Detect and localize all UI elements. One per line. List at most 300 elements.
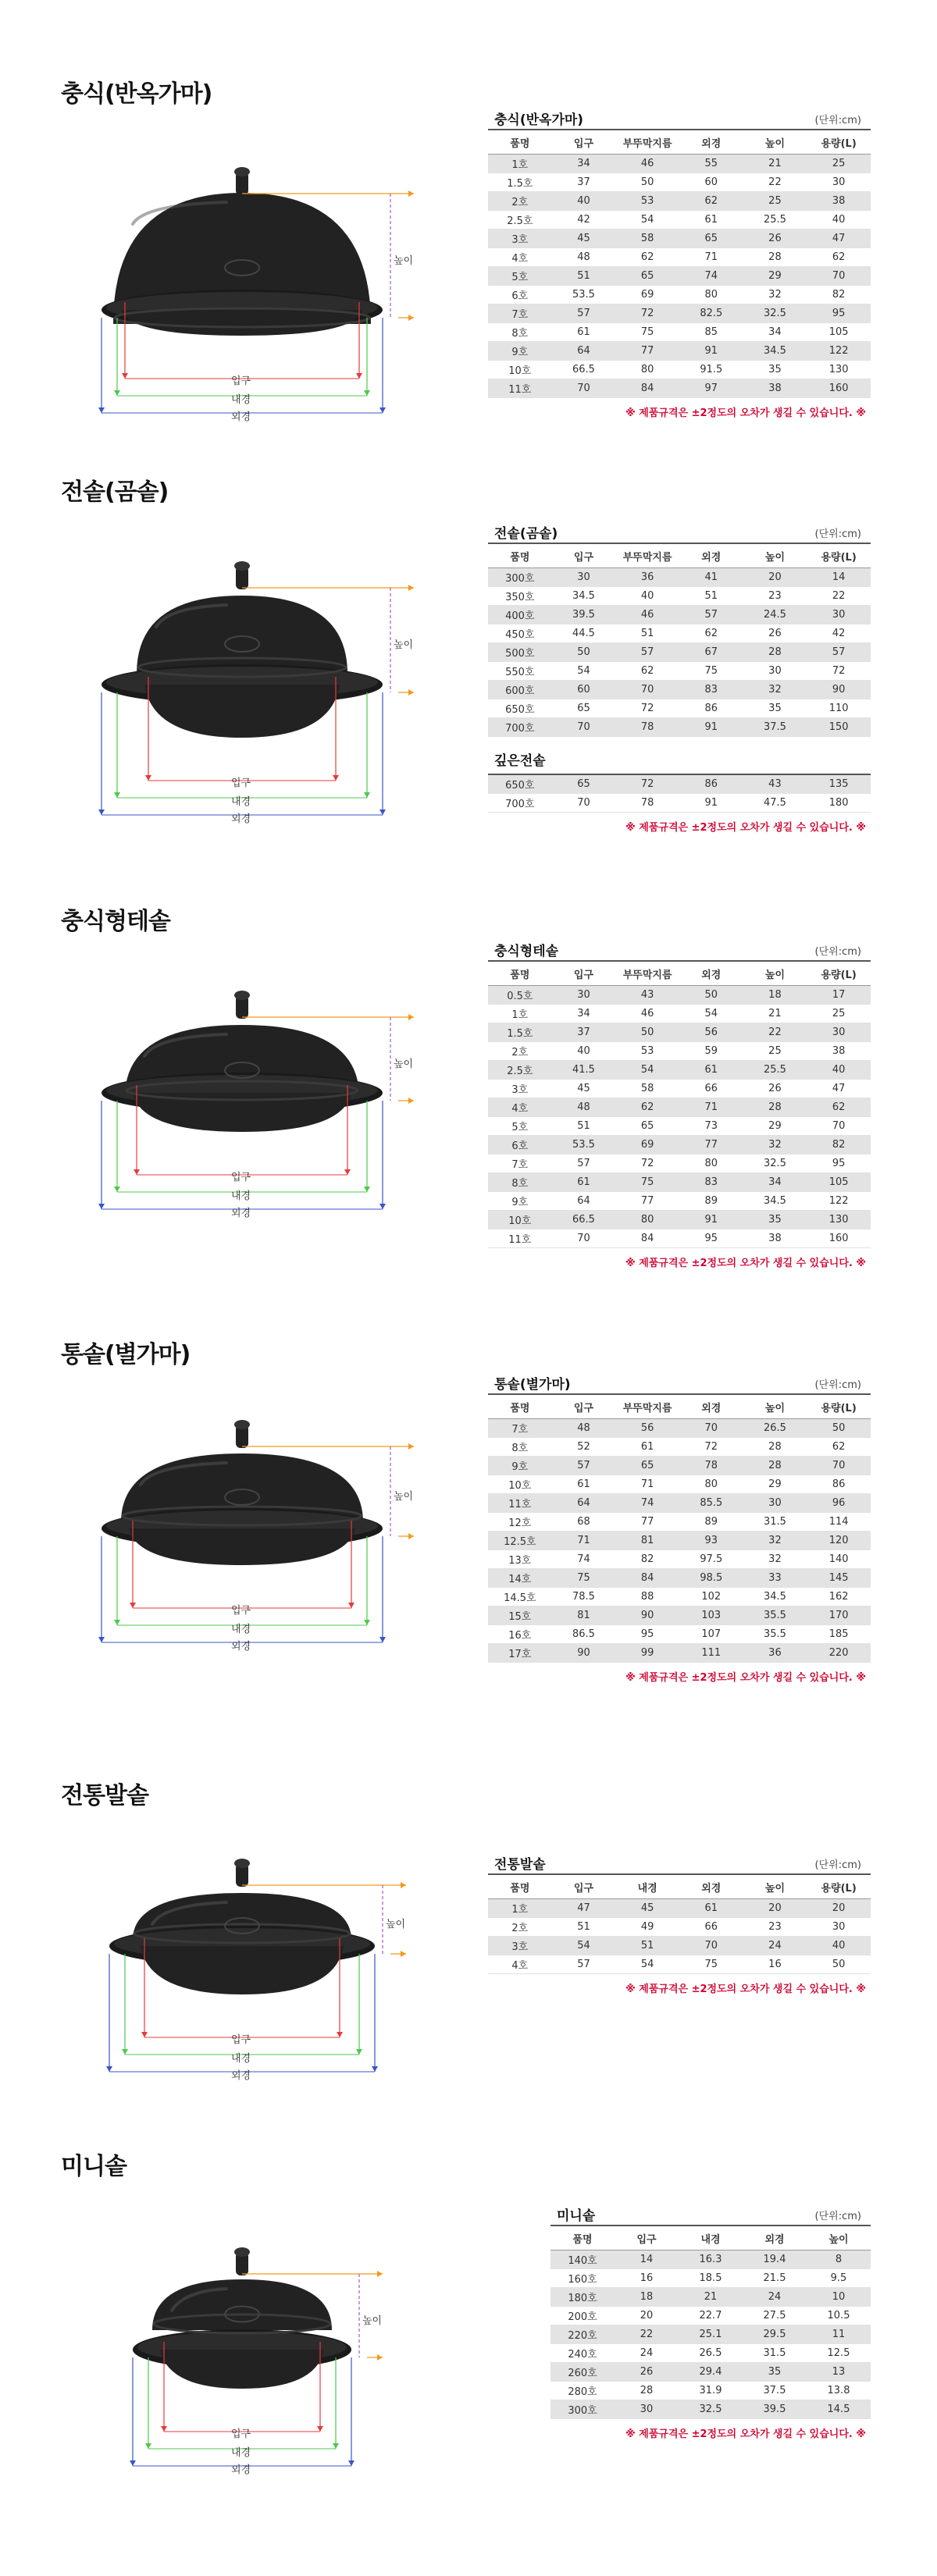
table-cell: 75 — [679, 662, 743, 681]
table-cell: 47.5 — [743, 794, 807, 813]
table-cell: 86.5 — [552, 1625, 616, 1644]
table-row — [488, 1438, 871, 1457]
table-cell: 66 — [679, 1080, 743, 1098]
table-cell: 29.4 — [679, 2363, 743, 2382]
column-header: 품명 — [488, 543, 552, 568]
table-cell: 74 — [552, 1550, 616, 1569]
outer-line-left — [98, 1101, 105, 1209]
table-cell: 31.5 — [743, 2344, 807, 2363]
outer-label: 외경 — [231, 411, 251, 423]
table-row — [488, 1173, 871, 1192]
table-cell: 47 — [807, 1080, 871, 1098]
table-cell: 16호 — [488, 1625, 552, 1644]
table-row — [488, 699, 871, 718]
table-header-bar — [488, 1370, 871, 1393]
pot-illustration — [102, 167, 383, 336]
unit-label: (단위:cm) — [814, 115, 861, 126]
table-cell: 64 — [552, 1192, 616, 1211]
table-cell: 6호 — [488, 1136, 552, 1155]
table-cell: 65 — [615, 1457, 679, 1475]
table-row — [488, 1080, 871, 1098]
rim-guide-line — [398, 315, 414, 321]
table-cell: 29 — [743, 267, 807, 286]
outer-line-left — [98, 1536, 105, 1642]
table-row — [488, 643, 871, 662]
table-cell: 81 — [615, 1532, 679, 1550]
column-header: 외경 — [679, 961, 743, 986]
table-cell: 3호 — [488, 1937, 552, 1955]
outer-line-left — [130, 2357, 136, 2466]
table-cell: 82 — [807, 286, 871, 304]
spec-sub-table — [488, 774, 871, 813]
table-header-bar — [488, 937, 871, 960]
table-cell: 180호 — [550, 2288, 615, 2307]
table-row — [488, 211, 871, 229]
table-cell: 23 — [743, 1918, 807, 1937]
table-cell: 24 — [615, 2344, 679, 2363]
table-cell: 57 — [552, 1955, 616, 1974]
table-cell: 122 — [807, 1192, 871, 1211]
table-cell: 58 — [615, 229, 679, 248]
column-header: 높이 — [743, 961, 807, 986]
table-cell: 10.5 — [807, 2307, 871, 2325]
table-cell: 78 — [679, 1457, 743, 1475]
spec-table-block — [488, 937, 871, 1269]
table-cell: 21.5 — [743, 2269, 807, 2288]
table-cell: 80 — [679, 286, 743, 304]
table-cell: 7호 — [488, 1419, 552, 1438]
table-cell: 21 — [743, 155, 807, 173]
table-cell: 80 — [615, 1211, 679, 1229]
outer-line-right — [379, 318, 386, 413]
table-cell: 91 — [679, 1211, 743, 1229]
table-row — [550, 2400, 871, 2419]
table-cell: 61 — [679, 211, 743, 229]
table-cell: 300호 — [488, 568, 552, 587]
table-cell: 70 — [807, 1117, 871, 1136]
table-cell: 600호 — [488, 681, 552, 699]
table-cell: 20 — [807, 1899, 871, 1918]
inner-line-right — [364, 1101, 370, 1192]
table-row — [550, 2250, 871, 2269]
table-cell: 21 — [743, 1005, 807, 1023]
table-row — [488, 587, 871, 606]
table-cell: 4호 — [488, 248, 552, 267]
table-cell: 71 — [679, 1098, 743, 1117]
column-header: 용량(L) — [807, 1874, 871, 1899]
inner-line-left — [114, 1101, 120, 1192]
table-row — [488, 1098, 871, 1117]
table-cell: 45 — [552, 229, 616, 248]
inner-line-right — [364, 692, 370, 798]
pot-diagram — [70, 503, 445, 878]
table-row — [488, 361, 871, 379]
pot-illustration — [109, 1859, 375, 1994]
table-cell: 96 — [807, 1494, 871, 1513]
table-cell: 77 — [615, 342, 679, 361]
table-cell: 650호 — [488, 774, 552, 794]
table-cell: 35 — [743, 1211, 807, 1229]
table-cell: 70 — [552, 379, 616, 398]
table-cell: 97 — [679, 379, 743, 398]
table-cell: 5호 — [488, 267, 552, 286]
table-cell: 56 — [615, 1419, 679, 1438]
table-cell: 25 — [807, 155, 871, 173]
table-row — [488, 624, 871, 643]
table-cell: 54 — [615, 1061, 679, 1080]
rim-guide-line — [398, 1098, 414, 1104]
spec-table-block — [488, 105, 871, 419]
table-row — [550, 2325, 871, 2344]
table-row — [488, 379, 871, 398]
table-cell: 26 — [743, 1080, 807, 1098]
table-header-row — [488, 1394, 871, 1419]
table-cell: 13 — [807, 2363, 871, 2382]
table-cell: 16 — [743, 1955, 807, 1974]
inner-line-left — [122, 1954, 128, 2055]
outer-label: 외경 — [231, 2070, 251, 2082]
table-cell: 50 — [615, 173, 679, 192]
table-cell: 86 — [679, 699, 743, 718]
top-guide-line — [242, 1443, 414, 1450]
table-row — [488, 662, 871, 681]
section-title: 충식(반옥가마) — [61, 80, 212, 108]
outer-label: 외경 — [231, 813, 251, 825]
table-cell: 20 — [615, 2307, 679, 2325]
table-cell: 34 — [743, 323, 807, 342]
table-cell: 85.5 — [679, 1494, 743, 1513]
mouth-label: 입구 — [231, 2428, 251, 2440]
table-cell: 72 — [615, 699, 679, 718]
column-header: 품명 — [488, 130, 552, 155]
table-cell: 77 — [615, 1192, 679, 1211]
table-cell: 65 — [615, 267, 679, 286]
table-cell: 69 — [615, 286, 679, 304]
table-row — [488, 681, 871, 699]
table-cell: 53.5 — [552, 1136, 616, 1155]
column-header: 품명 — [488, 1874, 552, 1899]
table-cell: 30 — [807, 173, 871, 192]
table-cell: 31.5 — [743, 1513, 807, 1532]
table-title: 전통발솥 — [494, 1857, 546, 1873]
table-cell: 28 — [615, 2382, 679, 2400]
column-header: 입구 — [552, 1394, 616, 1419]
table-cell: 34 — [552, 155, 616, 173]
outer-line-right — [379, 1101, 386, 1209]
table-cell: 72 — [615, 304, 679, 323]
table-cell: 32.5 — [743, 304, 807, 323]
table-cell: 60 — [679, 173, 743, 192]
table-cell: 10호 — [488, 1475, 552, 1494]
outer-line-right — [379, 1536, 386, 1642]
unit-label: (단위:cm) — [814, 946, 861, 958]
table-cell: 62 — [807, 1098, 871, 1117]
top-guide-line — [242, 1882, 406, 1888]
table-cell: 28 — [743, 1098, 807, 1117]
table-cell: 54 — [679, 1005, 743, 1023]
table-row — [488, 718, 871, 737]
table-header-row — [488, 961, 871, 986]
table-cell: 40 — [807, 211, 871, 229]
table-cell: 110 — [807, 699, 871, 718]
table-row — [488, 1419, 871, 1438]
pot-diagram — [70, 1807, 445, 2182]
table-cell: 68 — [552, 1513, 616, 1532]
table-cell: 162 — [807, 1588, 871, 1606]
section-title: 미니솥 — [61, 2153, 126, 2180]
table-row — [488, 155, 871, 173]
table-cell: 30 — [807, 1023, 871, 1042]
table-cell: 86 — [679, 774, 743, 794]
table-cell: 86 — [807, 1475, 871, 1494]
table-cell: 30 — [743, 662, 807, 681]
mouth-label: 입구 — [231, 2034, 251, 2046]
table-cell: 30 — [807, 1918, 871, 1937]
table-cell: 32.5 — [743, 1155, 807, 1173]
table-cell: 59 — [679, 1042, 743, 1061]
inner-line-right — [364, 1536, 370, 1625]
column-header: 내경 — [615, 1874, 679, 1899]
inner-label: 내경 — [231, 2053, 251, 2065]
table-row — [488, 304, 871, 323]
table-cell: 80 — [615, 361, 679, 379]
table-cell: 70 — [552, 794, 616, 813]
table-cell: 10호 — [488, 1211, 552, 1229]
table-row — [488, 1606, 871, 1625]
table-row — [488, 1532, 871, 1550]
tolerance-note: ※ 제품규격은 ±2정도의 오차가 생길 수 있습니다. ※ — [625, 1672, 866, 1684]
table-cell: 130 — [807, 361, 871, 379]
table-cell: 13.8 — [807, 2382, 871, 2400]
table-cell: 65 — [679, 229, 743, 248]
table-row — [488, 1005, 871, 1023]
table-cell: 91 — [679, 342, 743, 361]
table-cell: 57 — [552, 304, 616, 323]
table-cell: 50 — [807, 1419, 871, 1438]
table-cell: 200호 — [550, 2307, 615, 2325]
table-row — [488, 1136, 871, 1155]
table-cell: 72 — [615, 774, 679, 794]
table-cell: 22.7 — [679, 2307, 743, 2325]
table-cell: 160 — [807, 379, 871, 398]
spec-table-block — [550, 2201, 871, 2440]
outer-label: 외경 — [231, 1208, 251, 1219]
table-cell: 11 — [807, 2325, 871, 2344]
spec-table — [488, 543, 871, 737]
column-header: 용량(L) — [807, 543, 871, 568]
table-cell: 43 — [743, 774, 807, 794]
height-label: 높이 — [394, 1058, 414, 1070]
table-cell: 57 — [679, 606, 743, 624]
column-header: 외경 — [679, 543, 743, 568]
table-row — [488, 1513, 871, 1532]
table-cell: 26 — [615, 2363, 679, 2382]
table-row — [488, 267, 871, 286]
table-cell: 102 — [679, 1588, 743, 1606]
table-cell: 25.5 — [743, 1061, 807, 1080]
table-cell: 77 — [679, 1136, 743, 1155]
table-cell: 40 — [552, 1042, 616, 1061]
table-cell: 17 — [807, 986, 871, 1005]
spec-table — [488, 129, 871, 398]
table-cell: 29 — [743, 1475, 807, 1494]
table-cell: 22 — [615, 2325, 679, 2344]
table-cell: 12호 — [488, 1513, 552, 1532]
table-cell: 1호 — [488, 1005, 552, 1023]
inner-line-right — [356, 1954, 362, 2055]
column-header: 높이 — [743, 543, 807, 568]
outer-line-left — [98, 692, 105, 815]
table-cell: 77 — [615, 1513, 679, 1532]
table-cell: 9호 — [488, 1457, 552, 1475]
table-cell: 11호 — [488, 1229, 552, 1248]
table-cell: 70 — [807, 1457, 871, 1475]
table-cell: 18.5 — [679, 2269, 743, 2288]
table-cell: 53.5 — [552, 286, 616, 304]
table-cell: 51 — [615, 624, 679, 643]
pot-diagram — [70, 2194, 445, 2568]
column-header: 품명 — [550, 2226, 615, 2250]
table-cell: 17호 — [488, 1644, 552, 1663]
pot-diagram — [70, 105, 445, 480]
spec-table-block — [488, 1370, 871, 1684]
table-cell: 3호 — [488, 1080, 552, 1098]
outer-line-left — [106, 1954, 112, 2072]
table-cell: 6호 — [488, 286, 552, 304]
table-cell: 13호 — [488, 1550, 552, 1569]
table-cell: 28 — [743, 1438, 807, 1457]
height-label: 높이 — [362, 2314, 383, 2327]
table-cell: 30 — [552, 568, 616, 587]
table-cell: 350호 — [488, 587, 552, 606]
table-cell: 45 — [552, 1080, 616, 1098]
height-label: 높이 — [386, 1919, 406, 1930]
table-row — [488, 1457, 871, 1475]
table-cell: 70 — [807, 267, 871, 286]
table-cell: 38 — [743, 379, 807, 398]
table-cell: 78 — [615, 794, 679, 813]
table-cell: 34.5 — [743, 1192, 807, 1211]
table-cell: 75 — [615, 323, 679, 342]
table-cell: 51 — [552, 1117, 616, 1136]
table-row — [550, 2269, 871, 2288]
outer-line-right — [348, 2357, 354, 2466]
table-cell: 95 — [807, 304, 871, 323]
table-cell: 185 — [807, 1625, 871, 1644]
table-row — [488, 568, 871, 587]
table-cell: 14 — [807, 568, 871, 587]
table-cell: 220호 — [550, 2325, 615, 2344]
table-cell: 280호 — [550, 2382, 615, 2400]
table-cell: 61 — [552, 1475, 616, 1494]
table-cell: 89 — [679, 1513, 743, 1532]
height-label: 높이 — [394, 1490, 414, 1503]
table-cell: 84 — [615, 1569, 679, 1588]
table-cell: 49 — [615, 1918, 679, 1937]
table-cell: 38 — [743, 1229, 807, 1248]
table-cell: 40 — [807, 1937, 871, 1955]
table-row — [488, 774, 871, 794]
table-cell: 57 — [552, 1155, 616, 1173]
table-cell: 23 — [743, 587, 807, 606]
table-row — [488, 794, 871, 813]
table-cell: 50 — [679, 986, 743, 1005]
unit-label: (단위:cm) — [814, 2211, 861, 2222]
inner-line-left — [114, 1536, 120, 1625]
table-row — [488, 1550, 871, 1569]
table-cell: 20 — [743, 568, 807, 587]
rim-guide-line — [398, 1533, 414, 1539]
table-row — [488, 1918, 871, 1937]
table-cell: 114 — [807, 1513, 871, 1532]
inner-line-right — [333, 2357, 339, 2449]
table-cell: 10호 — [488, 361, 552, 379]
table-cell: 130 — [807, 1211, 871, 1229]
table-cell: 24 — [743, 1937, 807, 1955]
table-cell: 160호 — [550, 2269, 615, 2288]
spec-table-block — [488, 519, 871, 834]
table-cell: 150 — [807, 718, 871, 737]
spec-table — [488, 1873, 871, 1974]
table-cell: 36 — [615, 568, 679, 587]
table-cell: 53 — [615, 1042, 679, 1061]
table-row — [488, 248, 871, 267]
column-header: 높이 — [743, 1394, 807, 1419]
table-row — [488, 606, 871, 624]
table-cell: 111 — [679, 1644, 743, 1663]
table-cell: 41.5 — [552, 1061, 616, 1080]
table-cell: 51 — [615, 1937, 679, 1955]
column-header: 용량(L) — [807, 130, 871, 155]
table-cell: 12.5 — [807, 2344, 871, 2363]
table-cell: 75 — [679, 1955, 743, 1974]
column-header: 높이 — [743, 130, 807, 155]
outer-line-left — [98, 318, 105, 413]
table-cell: 37.5 — [743, 2382, 807, 2400]
table-title: 충식형테솥 — [494, 944, 559, 959]
table-row — [550, 2307, 871, 2325]
table-cell: 15호 — [488, 1606, 552, 1625]
column-header: 부뚜막지름 — [615, 1394, 679, 1419]
table-cell: 120 — [807, 1532, 871, 1550]
table-cell: 2호 — [488, 1042, 552, 1061]
table-cell: 35.5 — [743, 1625, 807, 1644]
table-cell: 22 — [743, 173, 807, 192]
table-cell: 2.5호 — [488, 211, 552, 229]
inner-label: 내경 — [231, 394, 251, 406]
table-cell: 32 — [743, 286, 807, 304]
table-row — [488, 1644, 871, 1663]
table-cell: 85 — [679, 323, 743, 342]
table-cell: 42 — [807, 624, 871, 643]
mouth-label: 입구 — [231, 777, 251, 789]
table-cell: 57 — [807, 643, 871, 662]
table-cell: 28 — [743, 643, 807, 662]
table-cell: 82.5 — [679, 304, 743, 323]
table-cell: 72 — [615, 1155, 679, 1173]
table-header-bar — [488, 105, 871, 129]
table-cell: 84 — [615, 379, 679, 398]
table-cell: 67 — [679, 643, 743, 662]
table-cell: 89 — [679, 1192, 743, 1211]
table-cell: 70 — [552, 718, 616, 737]
table-cell: 22 — [743, 1023, 807, 1042]
table-cell: 97.5 — [679, 1550, 743, 1569]
rim-guide-line — [390, 1951, 406, 1957]
column-header: 높이 — [743, 1874, 807, 1899]
table-cell: 11호 — [488, 379, 552, 398]
table-row — [550, 2344, 871, 2363]
